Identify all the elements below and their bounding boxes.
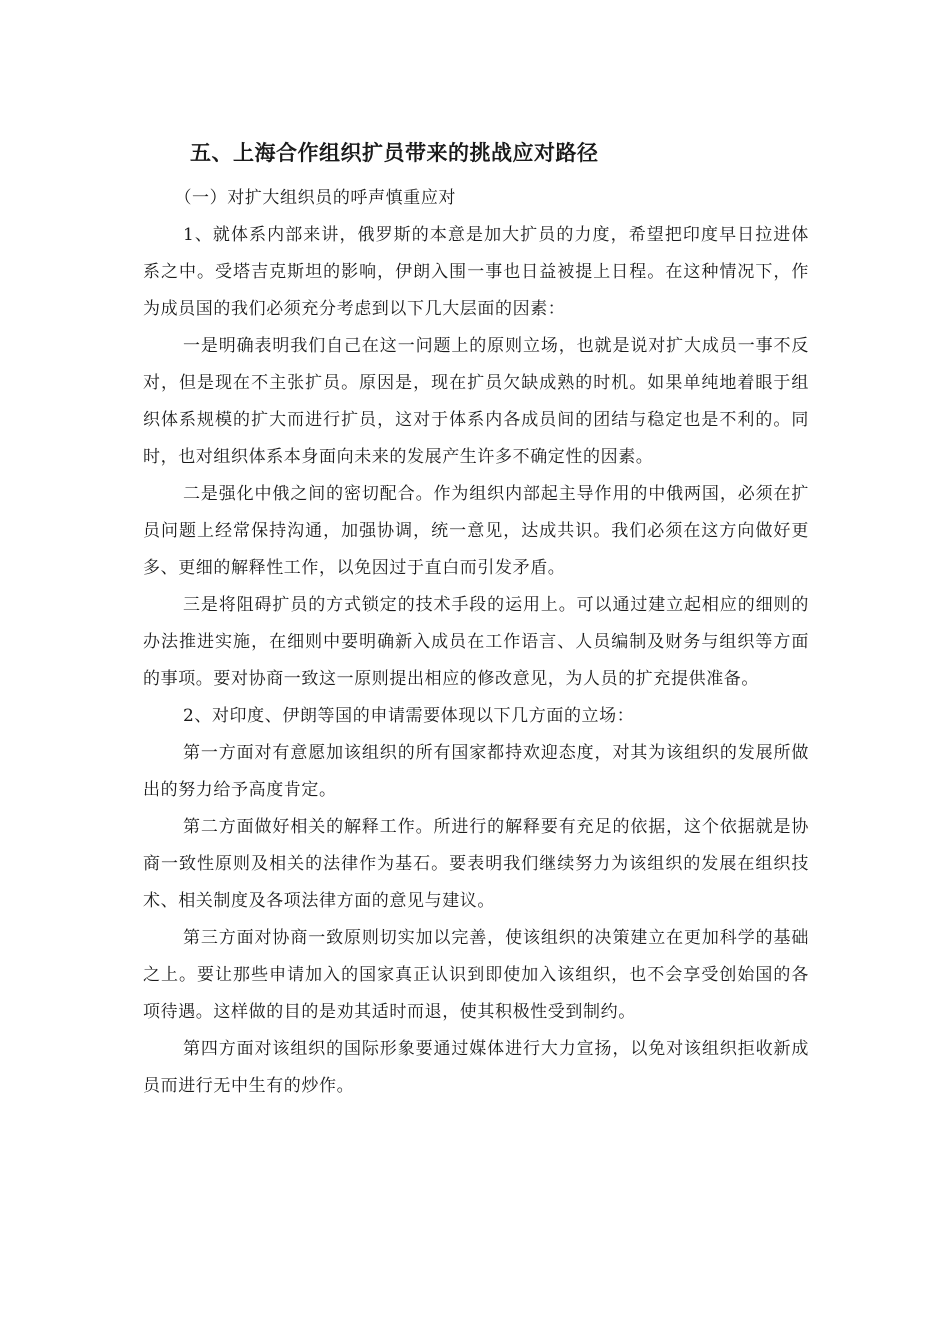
paragraph: 二是强化中俄之间的密切配合。作为组织内部起主导作用的中俄两国，必须在扩员问题上经常保持沟通，加强协调，统一意见，达成共识。我们必须在这方向做好更多、更细的解释性工作，以免因过于直白而引发矛盾。: [143, 484, 809, 578]
paragraph: 一是明确表明我们自己在这一问题上的原则立场，也就是说对扩大成员一事不反对，但是现在不主张扩员。原因是，现在扩员欠缺成熟的时机。如果单纯地着眼于组织体系规模的扩大而进行扩员，这对于体系内各成员间的团结与稳定也是不利的。同时，也对组织体系本身面向未来的发展产生许多不确定性的因素。: [143, 336, 809, 467]
subsection-heading: （一）对扩大组织员的呼声慎重应对: [174, 188, 457, 208]
paragraph: 第一方面对有意愿加该组织的所有国家都持欢迎态度，对其为该组织的发展所做出的努力给予高度肯定。: [143, 743, 809, 800]
paragraph: 三是将阻碍扩员的方式锁定的技术手段的运用上。可以通过建立起相应的细则的办法推进实施，在细则中要明确新入成员在工作语言、人员编制及财务与组织等方面的事项。要对协商一致这一原则提出相应的修改意见，为人员的扩充提供准备。: [143, 595, 809, 689]
document-body: [143, 180, 809, 1105]
paragraph: 1、就体系内部来讲，俄罗斯的本意是加大扩员的力度，希望把印度早日拉进体系之中。受塔吉克斯坦的影响，伊朗入围一事也日益被提上日程。在这种情况下，作为成员国的我们必须充分考虑到以下几大层面的因素：: [143, 225, 809, 319]
paragraph: 第四方面对该组织的国际形象要通过媒体进行大力宣扬，以免对该组织拒收新成员而进行无中生有的炒作。: [143, 1039, 809, 1096]
paragraph: 第三方面对协商一致原则切实加以完善，使该组织的决策建立在更加科学的基础之上。要让那些申请加入的国家真正认识到即使加入该组织，也不会享受创始国的各项待遇。这样做的目的是劝其适时而退，使其积极性受到制约。: [143, 928, 809, 1022]
paragraph: 第二方面做好相关的解释工作。所进行的解释要有充足的依据，这个依据就是协商一致性原则及相关的法律作为基石。要表明我们继续努力为该组织的发展在组织技术、相关制度及各项法律方面的意见与建议。: [143, 817, 809, 911]
section-title: 五、上海合作组织扩员带来的挑战应对路径: [190, 141, 599, 165]
paragraph: 2、对印度、伊朗等国的申请需要体现以下几方面的立场：: [182, 706, 635, 726]
